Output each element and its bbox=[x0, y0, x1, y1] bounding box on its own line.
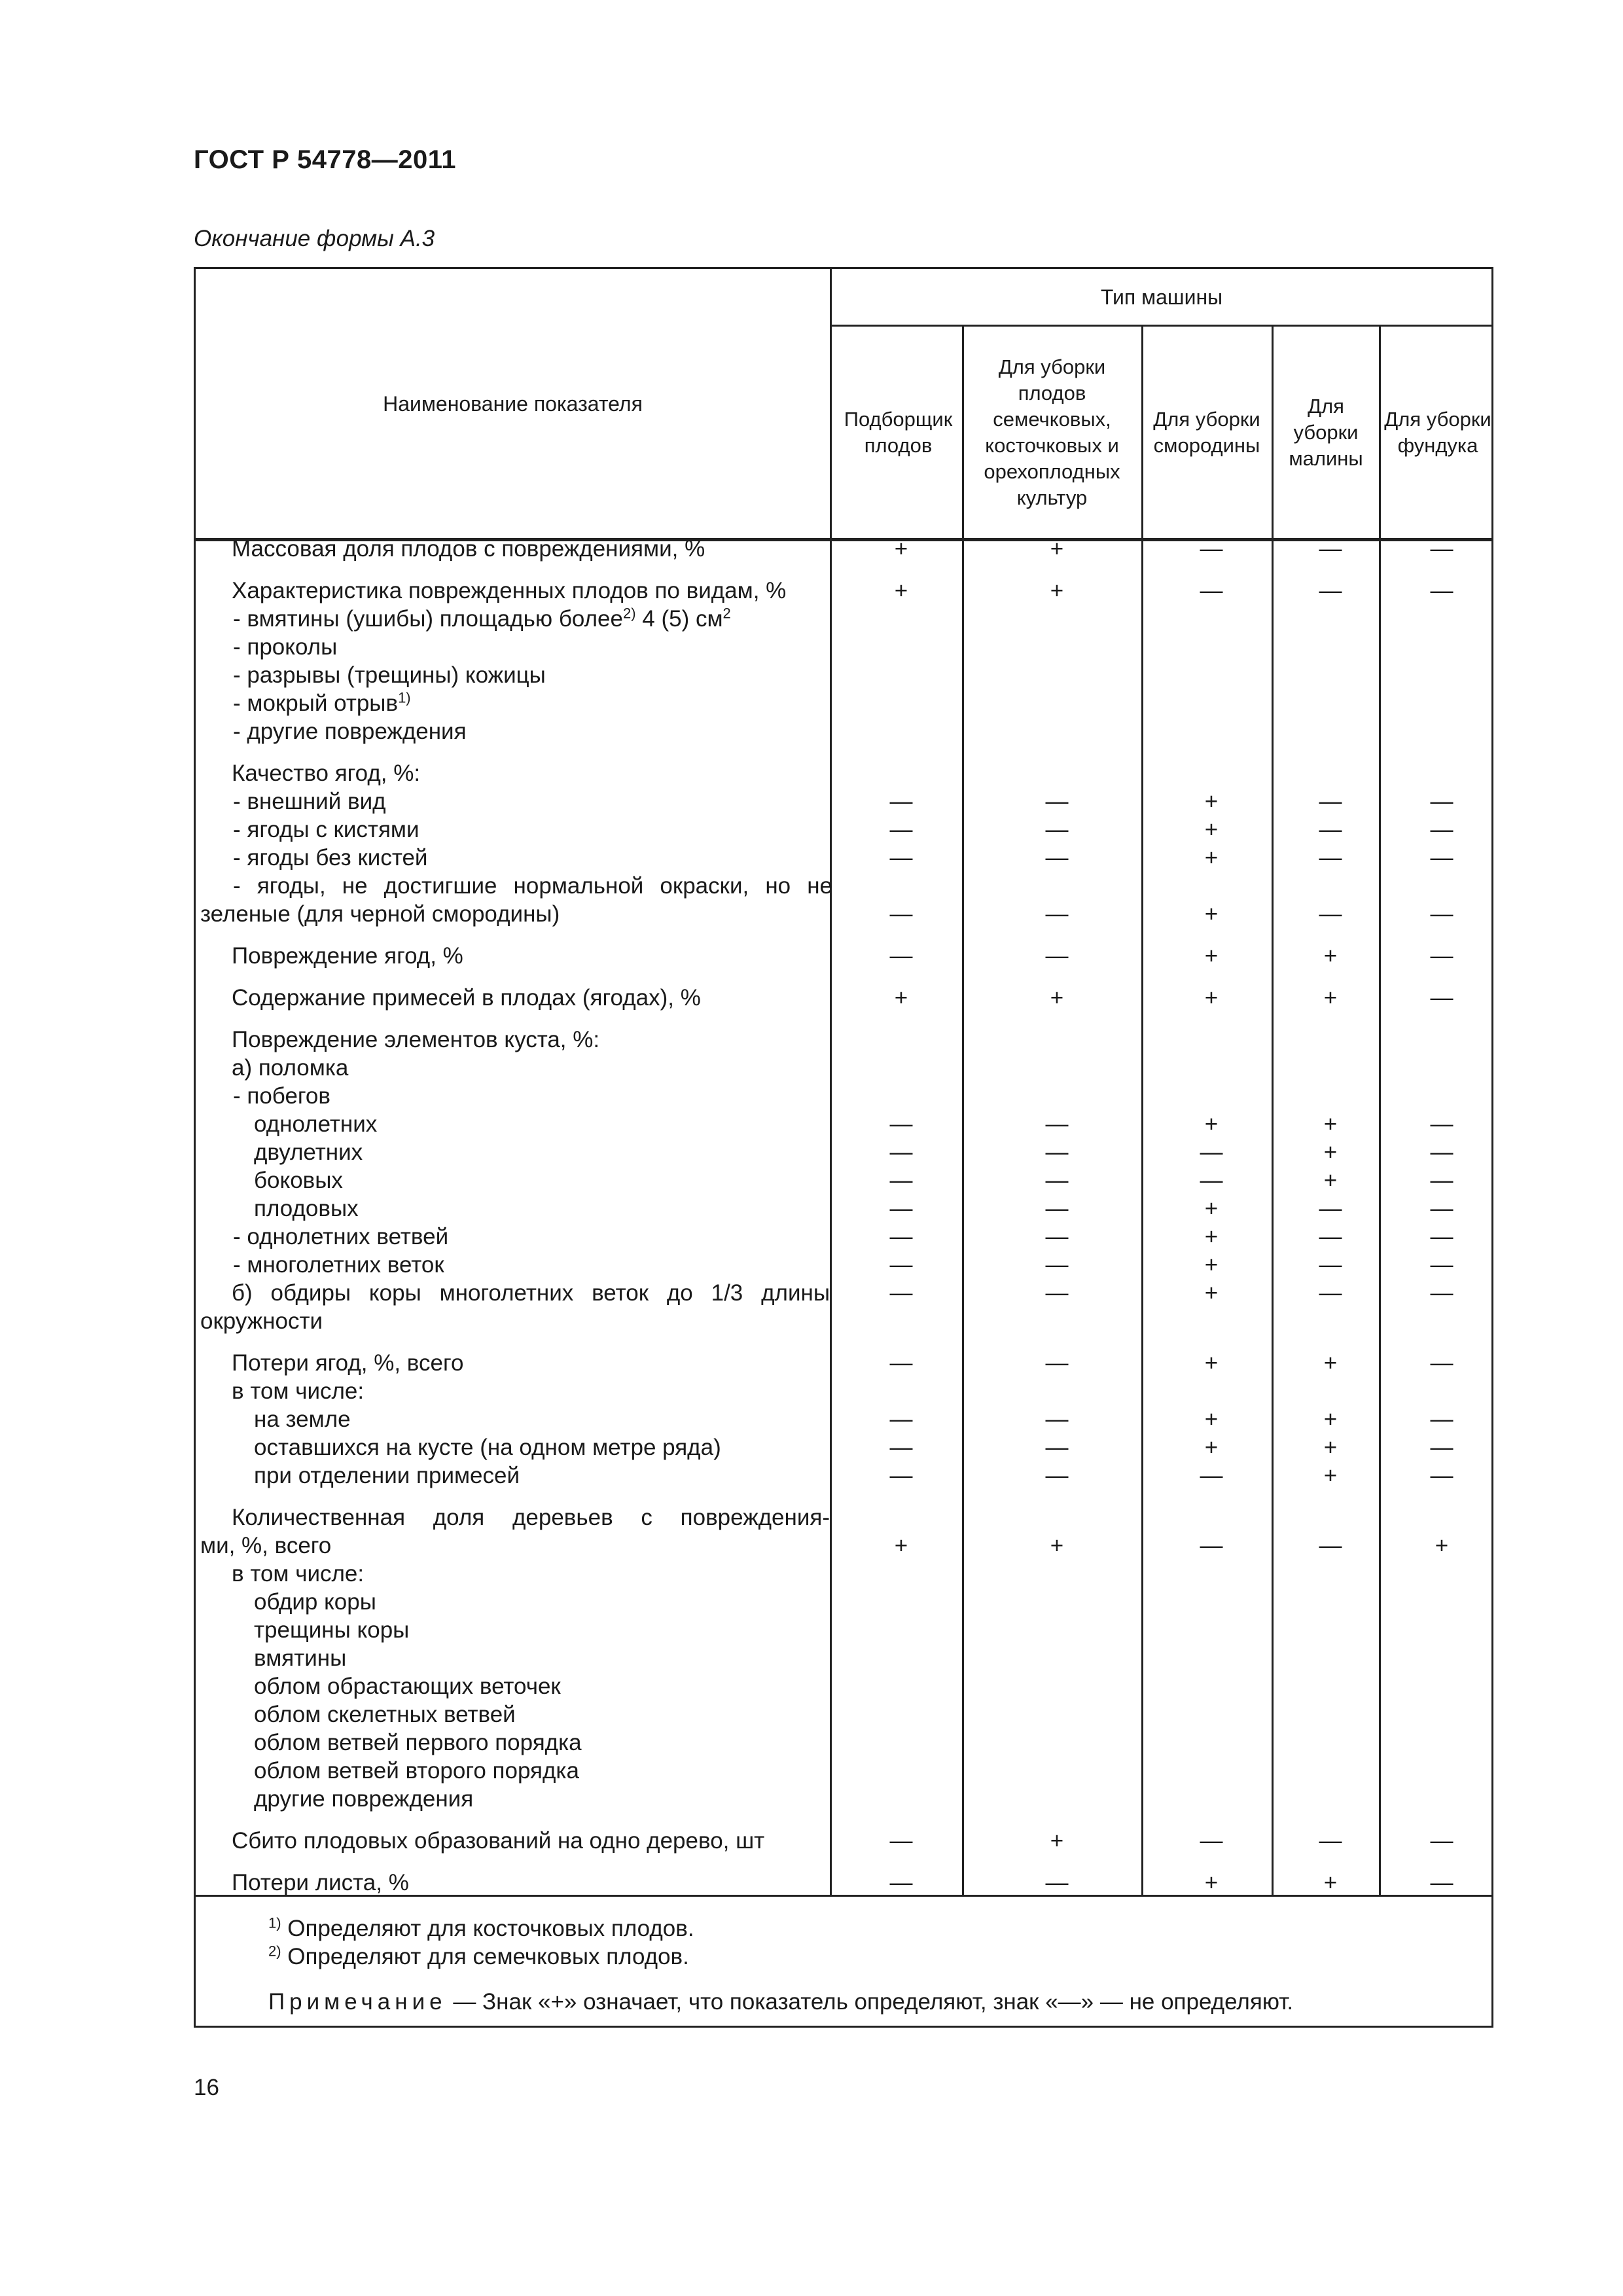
row-label-text: 4 (5) см bbox=[635, 606, 723, 632]
row-label-text: Качество ягод, %: bbox=[232, 761, 421, 786]
indicator-column-header: Наименование показателя bbox=[383, 391, 643, 416]
row-label bbox=[200, 1672, 830, 1700]
mark-dash: — bbox=[1045, 1168, 1069, 1193]
row-label-text: облом ветвей первого порядка bbox=[254, 1730, 582, 1755]
row-label-text: б) обдиры коры многолетних веток до 1/3 длины bbox=[232, 1280, 830, 1306]
row-label-text: - однолетних ветвей bbox=[233, 1224, 449, 1249]
row-label-text: облом обрастающих веточек bbox=[254, 1674, 561, 1699]
mark-dash: — bbox=[1045, 1350, 1069, 1376]
row-label bbox=[200, 661, 832, 689]
mark-dash: — bbox=[889, 1407, 913, 1432]
mark-dash: — bbox=[1200, 1533, 1223, 1558]
mark-dash: — bbox=[889, 901, 913, 927]
mark-plus: + bbox=[894, 578, 908, 603]
footnote-text: Определяют для косточковых плодов. bbox=[281, 1916, 694, 1941]
mark-dash: — bbox=[1045, 1139, 1069, 1165]
page-number: 16 bbox=[194, 2075, 219, 2100]
mark-dash: — bbox=[1200, 1463, 1223, 1488]
mark-dash: — bbox=[1430, 1870, 1454, 1895]
footnote-text: Определяют для семечковых плодов. bbox=[281, 1944, 689, 1969]
mark-dash: — bbox=[1200, 1168, 1223, 1193]
mark-dash: — bbox=[1045, 1196, 1069, 1221]
row-label bbox=[200, 1588, 830, 1616]
mark-dash: — bbox=[1430, 1224, 1454, 1249]
row-label bbox=[200, 1729, 830, 1757]
row-label-text: Потери ягод, %, всего bbox=[232, 1350, 464, 1376]
row-label-text: - ягоды с кистями bbox=[233, 817, 419, 842]
mark-dash: — bbox=[889, 943, 913, 969]
row-label bbox=[200, 1307, 830, 1335]
table-note bbox=[268, 1988, 1293, 2016]
row-label bbox=[200, 1377, 830, 1405]
row-label bbox=[200, 844, 832, 872]
mark-dash: — bbox=[1045, 1463, 1069, 1488]
mark-plus: + bbox=[1204, 817, 1219, 842]
mark-plus: + bbox=[1204, 985, 1219, 1011]
column-header-raspberry: Для уборки малины bbox=[1289, 394, 1363, 470]
mark-plus: + bbox=[1050, 1533, 1064, 1558]
mark-dash: — bbox=[1430, 845, 1454, 870]
mark-plus: + bbox=[1204, 1280, 1219, 1306]
row-label-text: Потери листа, % bbox=[232, 1870, 409, 1895]
mark-dash: — bbox=[1045, 1870, 1069, 1895]
mark-plus: + bbox=[1323, 943, 1338, 969]
document-header: ГОСТ Р 54778—2011 bbox=[194, 145, 456, 174]
row-label bbox=[200, 577, 830, 605]
mark-plus: + bbox=[1323, 1407, 1338, 1432]
mark-dash: — bbox=[1430, 817, 1454, 842]
row-label-text: - мокрый отрыв bbox=[233, 691, 399, 716]
mark-dash: — bbox=[1430, 985, 1454, 1011]
mark-dash: — bbox=[1430, 1407, 1454, 1432]
note-label: Примечание bbox=[268, 1989, 447, 2015]
column-divider bbox=[962, 325, 964, 1897]
mark-dash: — bbox=[889, 1280, 913, 1306]
mark-dash: — bbox=[1045, 1111, 1069, 1137]
mark-plus: + bbox=[1204, 901, 1219, 927]
mark-dash: — bbox=[1045, 1435, 1069, 1460]
row-label-text: Массовая доля плодов с повреждениями, % bbox=[232, 536, 705, 562]
row-label-text: зеленые (для черной смородины) bbox=[200, 901, 560, 927]
row-label bbox=[200, 1560, 830, 1588]
mark-dash: — bbox=[1430, 943, 1454, 969]
mark-dash: — bbox=[1319, 1224, 1342, 1249]
mark-dash: — bbox=[1319, 789, 1342, 814]
column-divider bbox=[1272, 325, 1274, 1897]
mark-dash: — bbox=[889, 789, 913, 814]
mark-plus: + bbox=[1323, 1139, 1338, 1165]
mark-dash: — bbox=[1430, 1350, 1454, 1376]
row-label-text: двулетних bbox=[254, 1139, 363, 1165]
mark-plus: + bbox=[1323, 1111, 1338, 1137]
mark-plus: + bbox=[1050, 536, 1064, 562]
mark-plus: + bbox=[894, 985, 908, 1011]
mark-dash: — bbox=[1430, 1139, 1454, 1165]
unit-superscript: 2 bbox=[722, 605, 731, 622]
row-label bbox=[200, 633, 832, 661]
mark-dash: — bbox=[889, 1828, 913, 1854]
row-label bbox=[200, 689, 832, 717]
mark-dash: — bbox=[1319, 1828, 1342, 1854]
mark-dash: — bbox=[889, 1870, 913, 1895]
mark-plus: + bbox=[1323, 985, 1338, 1011]
row-label-text: другие повреждения bbox=[254, 1786, 474, 1812]
row-label-text: - побегов bbox=[233, 1083, 330, 1109]
mark-plus: + bbox=[1204, 943, 1219, 969]
row-label bbox=[200, 942, 830, 970]
mark-dash: — bbox=[1430, 578, 1454, 603]
row-label bbox=[200, 1026, 830, 1054]
row-label bbox=[200, 1616, 830, 1644]
mark-dash: — bbox=[1430, 901, 1454, 927]
mark-dash: — bbox=[1430, 1168, 1454, 1193]
mark-plus: + bbox=[1204, 845, 1219, 870]
mark-plus: + bbox=[1050, 985, 1064, 1011]
row-label bbox=[200, 717, 832, 745]
mark-dash: — bbox=[1319, 817, 1342, 842]
mark-dash: — bbox=[1319, 536, 1342, 562]
mark-dash: — bbox=[1200, 1139, 1223, 1165]
row-label-text: при отделении примесей bbox=[254, 1463, 520, 1488]
row-label bbox=[200, 759, 830, 787]
row-label bbox=[200, 1700, 830, 1729]
row-label-text: - ягоды, не достигшие нормальной окраски, но не bbox=[233, 873, 832, 899]
mark-dash: — bbox=[1319, 578, 1342, 603]
mark-dash: — bbox=[1430, 1111, 1454, 1137]
row-label-text: Количественная доля деревьев с повреждения- bbox=[232, 1505, 830, 1530]
row-label bbox=[200, 1279, 830, 1307]
row-label bbox=[200, 605, 832, 633]
row-label-text: Содержание примесей в плодах (ягодах), % bbox=[232, 985, 701, 1011]
row-label-text: обдир коры bbox=[254, 1589, 376, 1615]
mark-dash: — bbox=[1045, 943, 1069, 969]
row-label bbox=[200, 1757, 830, 1785]
mark-plus: + bbox=[1204, 1407, 1219, 1432]
row-label-text: Сбито плодовых образований на одно дерево, шт bbox=[232, 1828, 765, 1854]
mark-dash: — bbox=[1319, 1280, 1342, 1306]
row-label-text: а) поломка bbox=[232, 1055, 349, 1081]
row-label-text: - ягоды без кистей bbox=[233, 845, 428, 870]
mark-dash: — bbox=[889, 817, 913, 842]
mark-dash: — bbox=[1045, 789, 1069, 814]
row-label-text: Повреждение элементов куста, %: bbox=[232, 1027, 600, 1052]
mark-dash: — bbox=[1045, 1407, 1069, 1432]
mark-dash: — bbox=[1319, 845, 1342, 870]
mark-plus: + bbox=[1204, 1196, 1219, 1221]
row-label bbox=[200, 1405, 830, 1433]
footnote-reference: 1) bbox=[398, 689, 411, 706]
mark-dash: — bbox=[1319, 1196, 1342, 1221]
row-label bbox=[200, 1194, 830, 1223]
row-label bbox=[200, 1223, 832, 1251]
footnote-marker: 2) bbox=[268, 1943, 281, 1960]
row-label-text: - вмятины (ушибы) площадью более bbox=[233, 606, 623, 632]
row-label-text: - многолетних веток bbox=[233, 1252, 444, 1278]
mark-plus: + bbox=[1204, 789, 1219, 814]
row-label bbox=[200, 984, 830, 1012]
row-label bbox=[200, 816, 832, 844]
row-label-text: облом скелетных ветвей bbox=[254, 1702, 516, 1727]
mark-dash: — bbox=[889, 1139, 913, 1165]
row-label bbox=[200, 535, 830, 563]
row-label-text: боковых bbox=[254, 1168, 343, 1193]
footnote-marker: 1) bbox=[268, 1914, 281, 1931]
mark-dash: — bbox=[889, 1196, 913, 1221]
mark-dash: — bbox=[1200, 1828, 1223, 1854]
mark-dash: — bbox=[1045, 845, 1069, 870]
mark-plus: + bbox=[1323, 1168, 1338, 1193]
row-label bbox=[200, 900, 830, 928]
row-label bbox=[200, 1462, 830, 1490]
row-label bbox=[200, 1110, 830, 1138]
row-label bbox=[200, 1054, 830, 1082]
form-caption: Окончание формы А.3 bbox=[194, 226, 435, 251]
mark-dash: — bbox=[1319, 901, 1342, 927]
footnote-reference: 2) bbox=[622, 605, 636, 622]
row-label-text: Повреждение ягод, % bbox=[232, 943, 463, 969]
row-label bbox=[200, 1827, 830, 1855]
mark-dash: — bbox=[1430, 1280, 1454, 1306]
mark-dash: — bbox=[1200, 578, 1223, 603]
mark-plus: + bbox=[1204, 1435, 1219, 1460]
mark-dash: — bbox=[1045, 901, 1069, 927]
row-label-text: однолетних bbox=[254, 1111, 378, 1137]
mark-plus: + bbox=[1204, 1224, 1219, 1249]
row-label-text: облом ветвей второго порядка bbox=[254, 1758, 579, 1784]
mark-dash: — bbox=[1430, 1435, 1454, 1460]
row-label-text: - внешний вид bbox=[233, 789, 386, 814]
row-label-text: - разрывы (трещины) кожицы bbox=[233, 662, 546, 688]
note-text: — Знак «+» означает, что показатель определяют, знак «—» — не определяют. bbox=[446, 1989, 1294, 2015]
row-label-text: ми, %, всего bbox=[200, 1533, 332, 1558]
row-label-text: оставшихся на кусте (на одном метре ряда) bbox=[254, 1435, 721, 1460]
mark-dash: — bbox=[889, 1252, 913, 1278]
row-label-text: окружности bbox=[200, 1308, 323, 1334]
mark-dash: — bbox=[889, 1111, 913, 1137]
mark-dash: — bbox=[1045, 1280, 1069, 1306]
row-label-text: трещины коры bbox=[254, 1617, 410, 1643]
mark-dash: — bbox=[889, 1168, 913, 1193]
mark-plus: + bbox=[894, 536, 908, 562]
row-label bbox=[200, 1869, 830, 1897]
row-label bbox=[200, 1644, 830, 1672]
column-header-fruit-picker: Подборщик плодов bbox=[844, 407, 953, 457]
row-label-text: в том числе: bbox=[232, 1378, 365, 1404]
mark-plus: + bbox=[1323, 1463, 1338, 1488]
row-label bbox=[200, 1503, 830, 1532]
mark-plus: + bbox=[1204, 1350, 1219, 1376]
mark-plus: + bbox=[1323, 1350, 1338, 1376]
row-label bbox=[200, 872, 832, 900]
mark-plus: + bbox=[894, 1533, 908, 1558]
mark-plus: + bbox=[1323, 1435, 1338, 1460]
mark-dash: — bbox=[1045, 1224, 1069, 1249]
mark-dash: — bbox=[889, 1224, 913, 1249]
row-label bbox=[200, 1138, 830, 1166]
mark-dash: — bbox=[1045, 817, 1069, 842]
mark-plus: + bbox=[1204, 1252, 1219, 1278]
mark-dash: — bbox=[1430, 536, 1454, 562]
mark-plus: + bbox=[1204, 1870, 1219, 1895]
mark-plus: + bbox=[1204, 1111, 1219, 1137]
row-label bbox=[200, 1433, 830, 1462]
row-label bbox=[200, 1349, 830, 1377]
column-header-hazelnut: Для уборки фундука bbox=[1384, 407, 1491, 457]
row-label-text: Характеристика поврежденных плодов по видам, % bbox=[232, 578, 787, 603]
mark-dash: — bbox=[1430, 1828, 1454, 1854]
mark-plus: + bbox=[1050, 1828, 1064, 1854]
column-header-pome-stone-nut: Для уборки плодов семечковых, косточковых и орехоплодных культур bbox=[984, 355, 1120, 509]
mark-dash: — bbox=[889, 845, 913, 870]
column-header-currant: Для уборки смородины bbox=[1153, 407, 1260, 457]
row-label bbox=[200, 787, 832, 816]
mark-dash: — bbox=[1430, 1463, 1454, 1488]
mark-plus: + bbox=[1050, 578, 1064, 603]
row-label bbox=[200, 1082, 832, 1110]
mark-dash: — bbox=[889, 1463, 913, 1488]
mark-dash: — bbox=[889, 1350, 913, 1376]
row-label bbox=[200, 1785, 830, 1813]
mark-dash: — bbox=[1430, 789, 1454, 814]
row-label-text: плодовых bbox=[254, 1196, 359, 1221]
mark-plus: + bbox=[1323, 1870, 1338, 1895]
column-divider bbox=[1141, 325, 1143, 1897]
mark-dash: — bbox=[1430, 1252, 1454, 1278]
row-label-text: вмятины bbox=[254, 1645, 347, 1671]
row-label-text: - проколы bbox=[233, 634, 338, 660]
footnote-1 bbox=[268, 1914, 694, 1943]
machine-type-header: Тип машины bbox=[1100, 285, 1223, 309]
mark-dash: — bbox=[1200, 536, 1223, 562]
footnote-2 bbox=[268, 1943, 689, 1971]
row-label bbox=[200, 1251, 832, 1279]
mark-dash: — bbox=[1430, 1196, 1454, 1221]
mark-dash: — bbox=[1045, 1252, 1069, 1278]
row-label bbox=[200, 1532, 830, 1560]
row-label-text: - другие повреждения bbox=[233, 719, 467, 744]
mark-plus: + bbox=[1435, 1533, 1449, 1558]
mark-dash: — bbox=[1319, 1533, 1342, 1558]
mark-dash: — bbox=[889, 1435, 913, 1460]
row-label bbox=[200, 1166, 830, 1194]
mark-dash: — bbox=[1319, 1252, 1342, 1278]
row-label-text: на земле bbox=[254, 1407, 351, 1432]
row-label-text: в том числе: bbox=[232, 1561, 365, 1587]
